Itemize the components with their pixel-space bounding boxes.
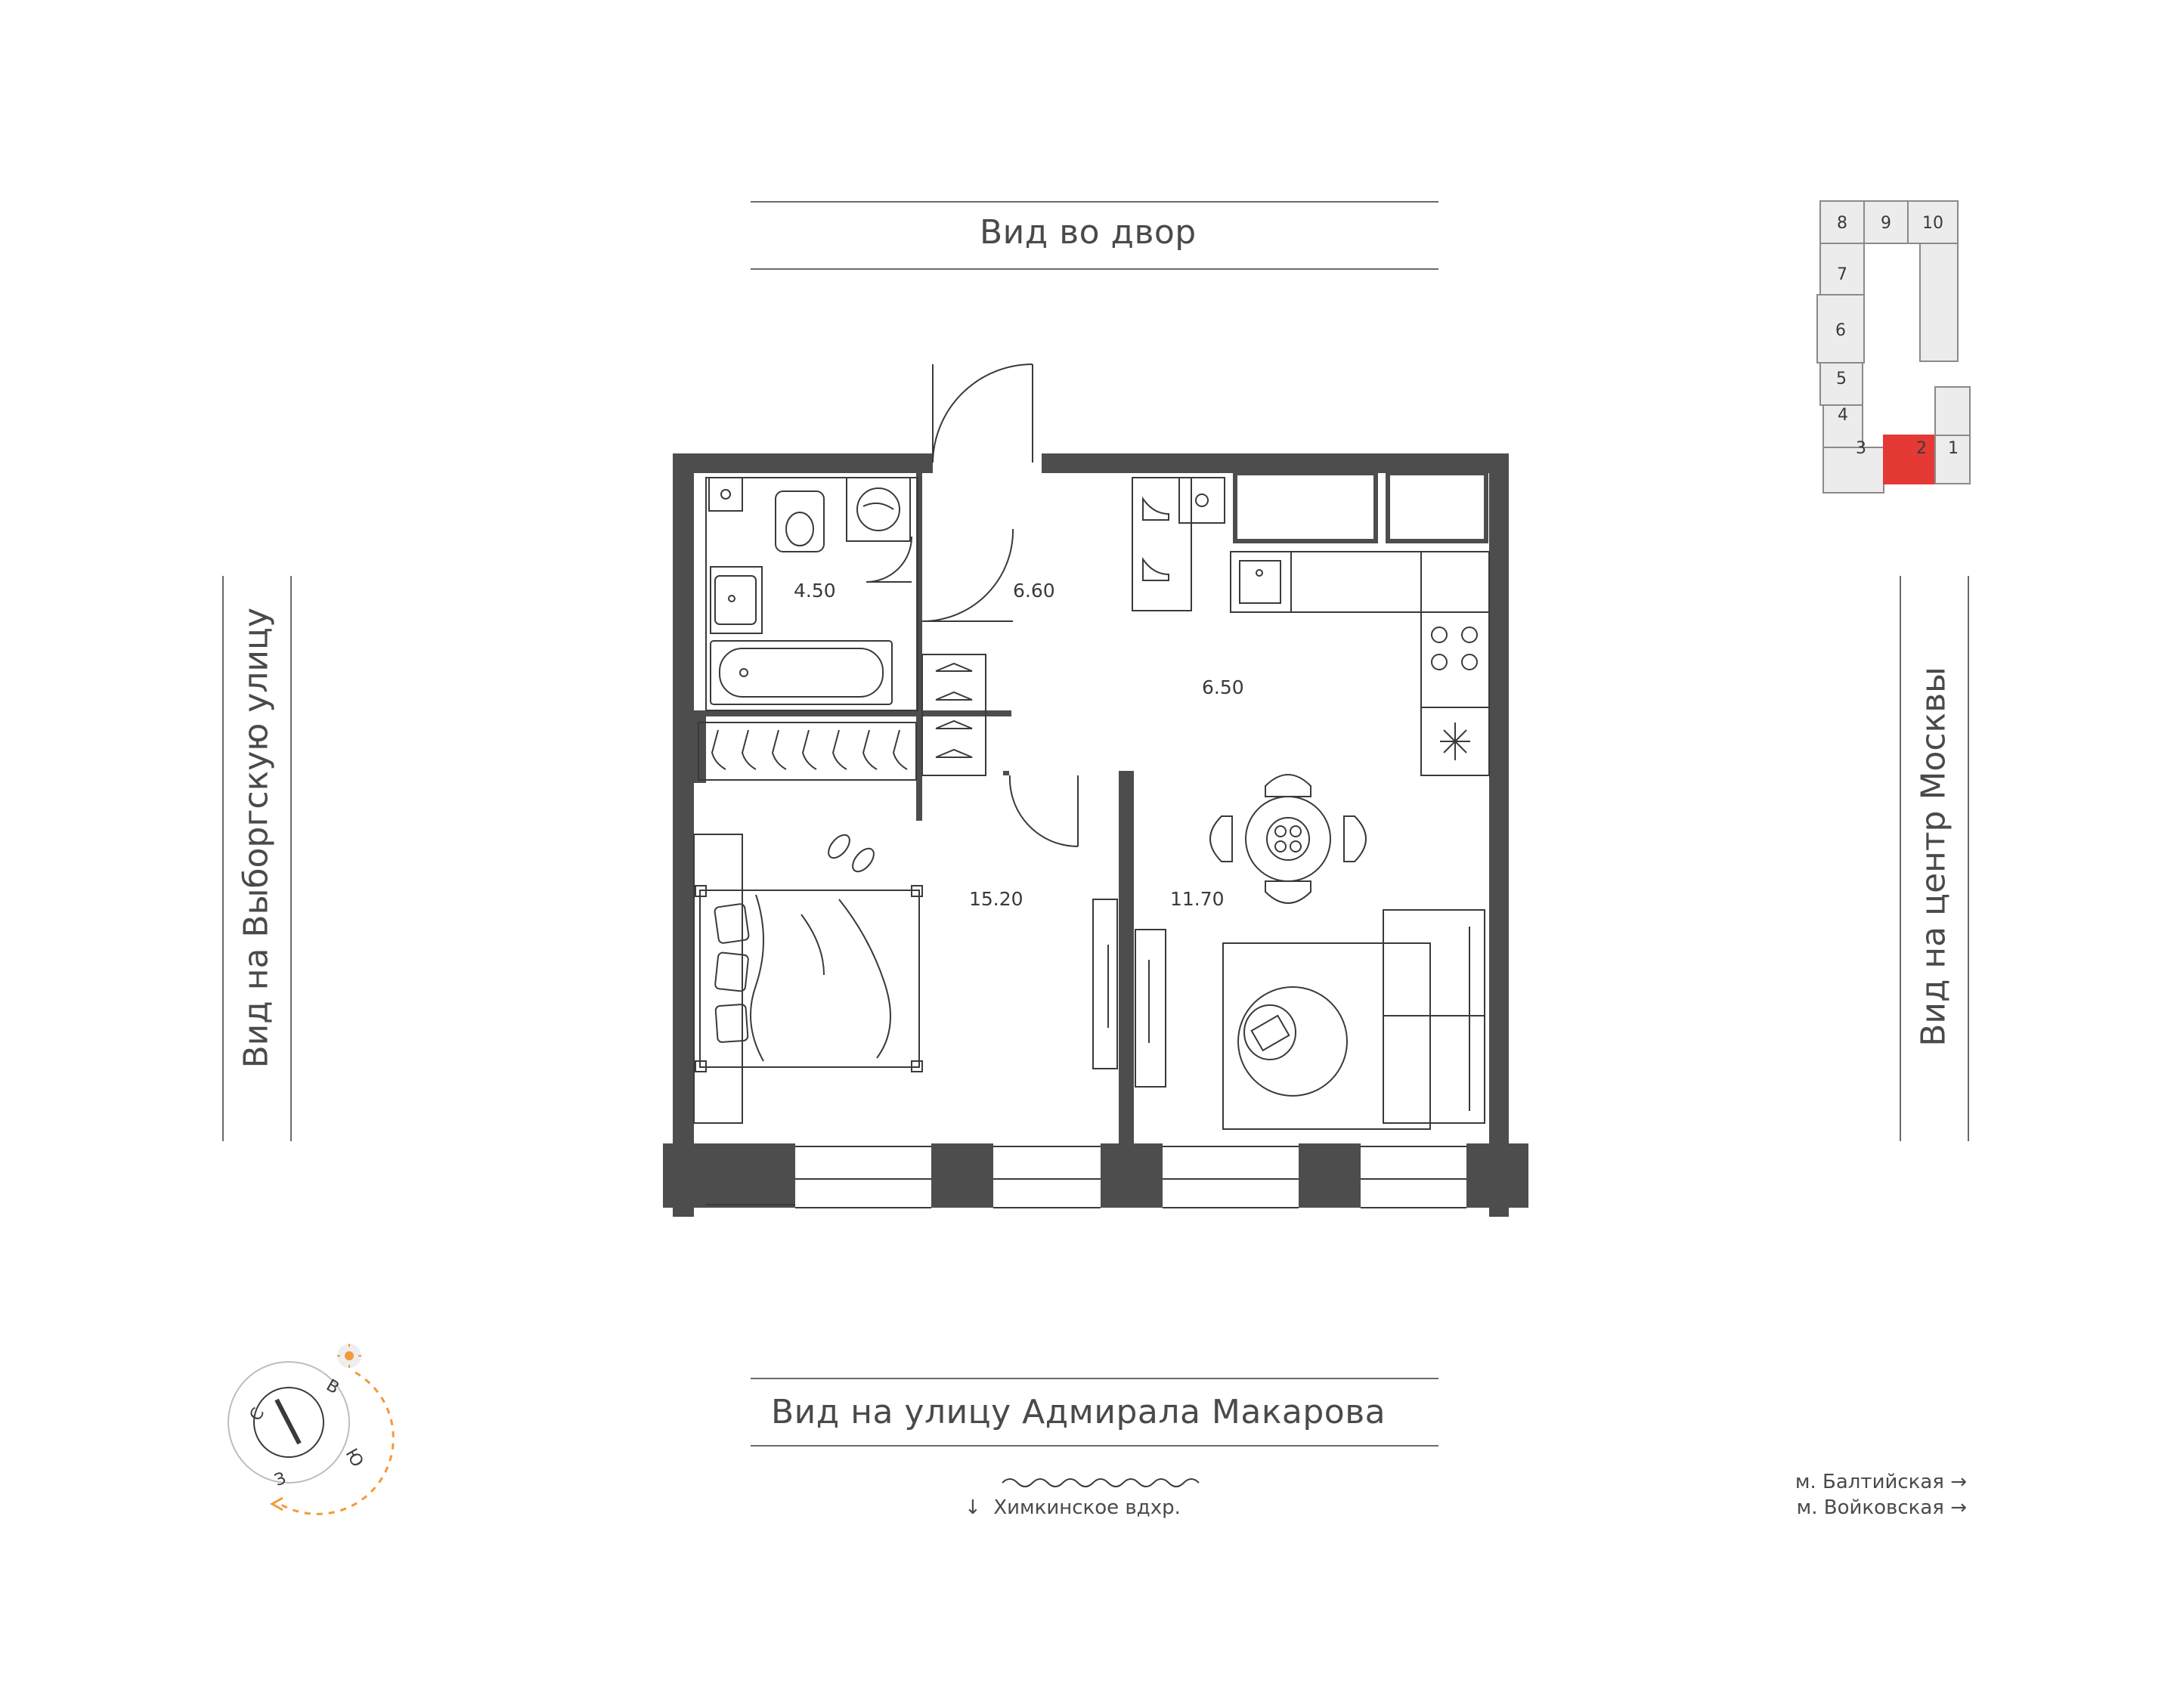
section-1: 1: [1948, 439, 1959, 458]
section-10: 10: [1922, 214, 1943, 233]
section-highlight: [1884, 435, 1935, 484]
room-area-bathroom: 4.50: [794, 580, 836, 602]
living-furniture: [1223, 910, 1485, 1129]
section-5: 5: [1836, 370, 1847, 388]
metro-station-2: м. Войковская →: [1796, 1496, 1967, 1519]
compass: [228, 1344, 393, 1514]
right-view-label: Вид на центр Москвы: [1914, 667, 1953, 1047]
dining-table: [1210, 775, 1366, 903]
bathroom-door: [922, 529, 1013, 621]
section-9: 9: [1881, 214, 1891, 233]
kitchen-upper-cabinets: [1235, 473, 1486, 541]
reservoir-label: ↓ Химкинское вдхр.: [965, 1496, 1181, 1519]
section-4: 4: [1838, 406, 1848, 425]
section-8: 8: [1837, 214, 1847, 233]
arrow-down-icon: ↓: [965, 1496, 994, 1519]
bedroom-furniture: [694, 831, 922, 1123]
kitchen-counter: [1231, 552, 1489, 775]
metro-station-1: м. Балтийская →: [1795, 1471, 1967, 1493]
compass-south: Ю: [341, 1445, 367, 1471]
section-2: 2: [1916, 439, 1927, 458]
window-band: [663, 1143, 1528, 1208]
floor-plan: [663, 364, 1528, 1217]
wardrobe-bedroom: [698, 722, 916, 780]
sun-icon: [337, 1344, 361, 1368]
arrow-right-icon: →: [1950, 1471, 1967, 1493]
bottom-view-label: Вид на улицу Адмирала Макарова: [771, 1393, 1386, 1431]
top-view-label: Вид во двор: [980, 213, 1197, 252]
section-7: 7: [1837, 265, 1847, 284]
room-area-kitchen: 6.50: [1202, 676, 1244, 698]
room-area-living: 11.70: [1170, 888, 1225, 910]
shoe-storage: [1132, 478, 1225, 611]
arrow-right-icon: →: [1950, 1496, 1967, 1519]
compass-north: С: [246, 1404, 269, 1425]
section-plan: [1817, 201, 1970, 493]
room-area-hall: 6.60: [1013, 580, 1055, 602]
entrance-door: [933, 364, 1033, 463]
water-wave-icon: [1002, 1479, 1199, 1487]
section-3: 3: [1856, 439, 1866, 458]
compass-west: З: [272, 1468, 289, 1491]
section-6: 6: [1835, 321, 1846, 340]
room-area-bedroom: 15.20: [969, 888, 1023, 910]
compass-east: В: [323, 1375, 342, 1398]
bedroom-door: [1010, 775, 1078, 846]
left-view-label: Вид на Выборгскую улицу: [237, 607, 276, 1069]
